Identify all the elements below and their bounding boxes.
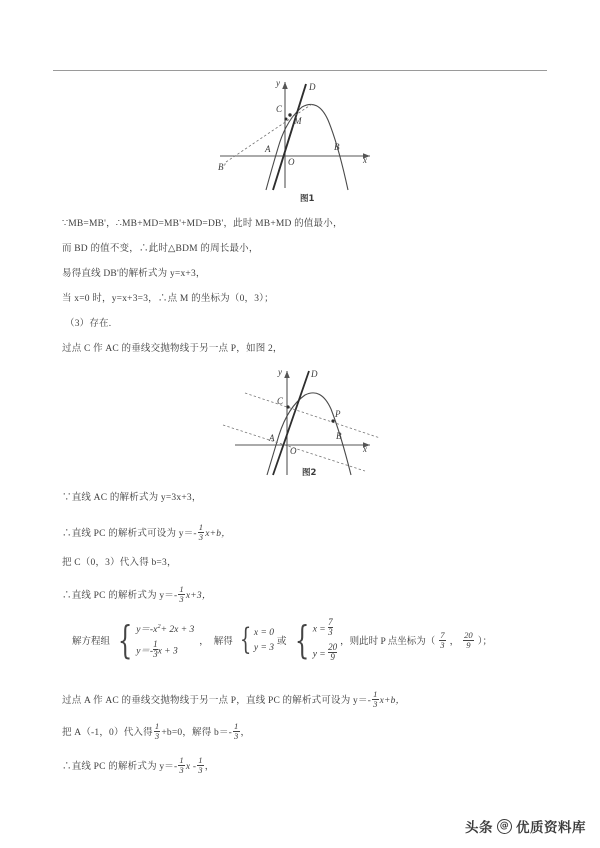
figure1-label-origin: O (288, 157, 295, 167)
pc-final-suffix: x+3， (185, 591, 212, 602)
system-2-row-2: y = 3 (253, 642, 274, 653)
system-2-rows (254, 628, 274, 653)
system-1-row-2: y＝- $\frac{1}{3}$ x + 3 (136, 638, 178, 660)
fraction-seven-thirds-a: $\frac{7}{3}$ (328, 617, 333, 638)
header-divider-rule (53, 70, 547, 71)
result-label: 解得 (213, 637, 233, 648)
text-line-perpendicular-through-a (62, 690, 405, 709)
figure2-label-origin: O (290, 446, 297, 456)
sub-a-middle: +b=0，解得 b＝- (161, 728, 233, 739)
watermark-account: 优质资料库 (516, 820, 586, 836)
system-2-row-1: x = 0 (253, 627, 274, 638)
figure1-label-x-axis: x (363, 155, 367, 165)
figure2-label-point-c: C (277, 396, 284, 406)
fraction-twenty-ninths-a: $\frac{20}{9}$ (328, 641, 338, 663)
pc-final-prefix: ∴直线 PC 的解析式为 y＝- (62, 591, 178, 602)
p-coordinate-tail: ，则此时 P 点坐标为（ (340, 637, 436, 648)
p-coordinate-comma: ， (449, 637, 460, 648)
text-line-substitute-c: 把 C（0，3）代入得 b=3， (62, 558, 177, 568)
system-1-group (113, 618, 195, 663)
text-line-ac-equation: ∵直线 AC 的解析式为 y=3x+3， (62, 493, 202, 503)
perp-a-suffix: x+b， (379, 696, 406, 707)
system-3-row-1: x = $\frac{7}{3}$ (312, 617, 333, 638)
figure1-label-point-c: C (276, 104, 283, 114)
sub-a-end: ， (240, 728, 251, 739)
figure-2-svg (215, 363, 395, 478)
figure2-label-point-p: P (335, 409, 341, 419)
equation-separator-comma: ， (199, 637, 209, 648)
left-brace-icon-1: { (117, 618, 133, 663)
text-line-m-coordinate: 当 x=0 时，y=x+3=3，∴点 M 的坐标为（0，3）； (62, 294, 274, 304)
text-line-perpendicular-through-c: 过点 C 作 AC 的垂线交抛物线于另一点 P，如图 2， (62, 344, 283, 354)
fraction-one-third-a: $\frac{1}{3}$ (198, 522, 204, 542)
fraction-one-third-f: $\frac{1}{3}$ (234, 721, 239, 741)
equation-system-block (72, 618, 492, 663)
figure-1-svg (210, 72, 390, 192)
figure-2-parabola-diagram (215, 363, 395, 478)
text-line-db-equation: 易得直线 DB'的解析式为 y=x+3， (62, 269, 206, 279)
text-line-pc-final-form (62, 585, 212, 604)
figure1-label-point-a: A (265, 144, 271, 154)
text-line-substitute-a (62, 722, 250, 741)
fraction-one-third-h: $\frac{1}{3}$ (198, 755, 203, 775)
pc-a-middle: x - (185, 762, 197, 773)
at-sign-icon: @ (497, 819, 512, 834)
p-coordinate-end: ）； (477, 637, 492, 648)
figure1-label-point-b: B (334, 142, 340, 152)
perp-a-prefix: 过点 A 作 AC 的垂线交抛物线于另一点 P，直线 PC 的解析式可设为 y＝- (62, 696, 372, 707)
system-3-rows (313, 618, 337, 663)
system-3-group (290, 618, 338, 663)
fraction-twenty-ninths-b: $\frac{20}{9}$ (464, 630, 473, 650)
watermark-brand: 头条 (465, 820, 493, 836)
figure2-label-point-d: D (311, 369, 318, 379)
fraction-one-third-g: $\frac{1}{3}$ (179, 755, 184, 775)
solve-system-label: 解方程组 (72, 637, 111, 648)
system-1-row-1: $y=-x^2+ 2x + 3$ (136, 622, 195, 635)
figure1-label-y-axis: y (276, 78, 280, 88)
watermark-footer (465, 816, 586, 836)
fraction-one-third-d: $\frac{1}{3}$ (373, 689, 378, 709)
figure2-label-point-a: A (269, 433, 275, 443)
fraction-seven-thirds-b: $\frac{7}{3}$ (440, 630, 445, 650)
system-2-group (236, 622, 274, 658)
pc-general-suffix: x+b， (205, 529, 231, 540)
figure2-label-x-axis: x (363, 444, 367, 454)
left-brace-icon-2: { (239, 622, 252, 658)
figure-1-parabola-diagram (210, 72, 390, 192)
text-line-bd-constant: 而 BD 的值不变，∴此时△BDM 的周长最小， (62, 244, 259, 254)
text-line-pc-final-equation-a (62, 756, 214, 775)
figure-2-caption: 图2 (302, 468, 317, 478)
pc-general-prefix: ∴直线 PC 的解析式可设为 y＝- (62, 529, 197, 540)
figure2-label-y-axis: y (278, 367, 282, 377)
pc-a-end: ， (204, 762, 215, 773)
left-brace-icon-3: { (294, 618, 309, 663)
pc-a-prefix: ∴直线 PC 的解析式为 y＝- (62, 762, 178, 773)
system-1-rows (136, 621, 194, 660)
fraction-one-third-b: $\frac{1}{3}$ (179, 584, 184, 604)
system-3-row-2: y = $\frac{20}{9}$ (312, 641, 338, 663)
sub-a-prefix: 把 A（-1，0）代入得 (62, 728, 153, 739)
figure1-label-point-b-reflect: B' (218, 162, 226, 172)
figure2-label-point-b: B (336, 431, 342, 441)
or-label: 或 (277, 637, 287, 648)
text-line-part3-exists: （3）存在. (65, 319, 112, 329)
text-line-pc-general-form (62, 523, 231, 542)
figure1-label-point-m: M (294, 116, 302, 126)
figure1-label-point-d: D (309, 82, 316, 92)
text-line-mb-equals: ∵MB=MB'，∴MB+MD=MB'+MD=DB'，此时 MB+MD 的值最小， (62, 219, 343, 229)
fraction-one-third-c: $\frac{1}{3}$ (153, 638, 158, 660)
figure-1-caption: 图1 (300, 194, 315, 204)
fraction-one-third-e: $\frac{1}{3}$ (154, 721, 160, 741)
